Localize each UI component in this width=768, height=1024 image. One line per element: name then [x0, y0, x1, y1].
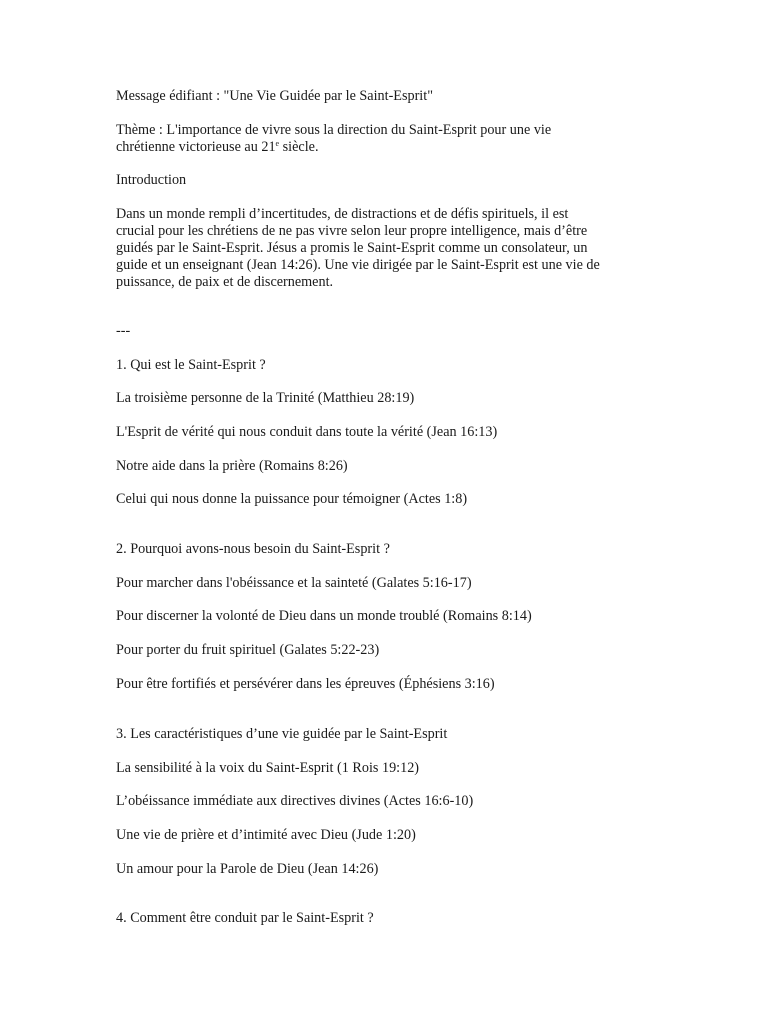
theme-line-1: Thème : L'importance de vivre sous la direction du Saint-Esprit pour une vie [116, 122, 552, 138]
section-heading: 4. Comment être conduit par le Saint-Esprit ? [116, 910, 374, 926]
intro-line: puissance, de paix et de discernement. [116, 274, 334, 290]
list-item: La troisième personne de la Trinité (Matthieu 28:19) [116, 390, 415, 406]
intro-line: guidés par le Saint-Esprit. Jésus a promis le Saint-Esprit comme un consolateur, un [116, 240, 588, 256]
list-item: Une vie de prière et d’intimité avec Dieu (Jude 1:20) [116, 827, 416, 843]
intro-line: Dans un monde rempli d’incertitudes, de distractions et de défis spirituels, il est [116, 206, 569, 222]
list-item: Pour marcher dans l'obéissance et la sainteté (Galates 5:16-17) [116, 575, 472, 591]
section-heading: 3. Les caractéristiques d’une vie guidée par le Saint-Esprit [116, 726, 448, 742]
intro-line: guide et un enseignant (Jean 14:26). Une vie dirigée par le Saint-Esprit est une vie de [116, 257, 600, 273]
list-item: La sensibilité à la voix du Saint-Esprit (1 Rois 19:12) [116, 760, 420, 776]
document-title: Message édifiant : "Une Vie Guidée par le Saint-Esprit" [116, 88, 433, 104]
list-item: Un amour pour la Parole de Dieu (Jean 14:26) [116, 861, 379, 877]
list-item: Pour porter du fruit spirituel (Galates 5:22-23) [116, 642, 380, 658]
intro-line: crucial pour les chrétiens de ne pas vivre selon leur propre intelligence, mais d’être [116, 223, 588, 239]
section-heading: 2. Pourquoi avons-nous besoin du Saint-Esprit ? [116, 541, 390, 557]
list-item: L'Esprit de vérité qui nous conduit dans toute la vérité (Jean 16:13) [116, 424, 498, 440]
theme-superscript: e [275, 139, 280, 148]
separator: --- [116, 323, 131, 339]
list-item: L’obéissance immédiate aux directives divines (Actes 16:6-10) [116, 793, 474, 809]
section-heading: 1. Qui est le Saint-Esprit ? [116, 357, 266, 373]
introduction-heading: Introduction [116, 172, 187, 188]
list-item: Celui qui nous donne la puissance pour témoigner (Actes 1:8) [116, 491, 468, 507]
list-item: Pour discerner la volonté de Dieu dans un monde troublé (Romains 8:14) [116, 608, 532, 624]
list-item: Pour être fortifiés et persévérer dans les épreuves (Éphésiens 3:16) [116, 676, 495, 692]
list-item: Notre aide dans la prière (Romains 8:26) [116, 458, 348, 474]
theme-text: chrétienne victorieuse au 21 [116, 139, 276, 155]
theme-text-end: siècle. [279, 139, 319, 155]
theme-line-2 [116, 139, 646, 156]
